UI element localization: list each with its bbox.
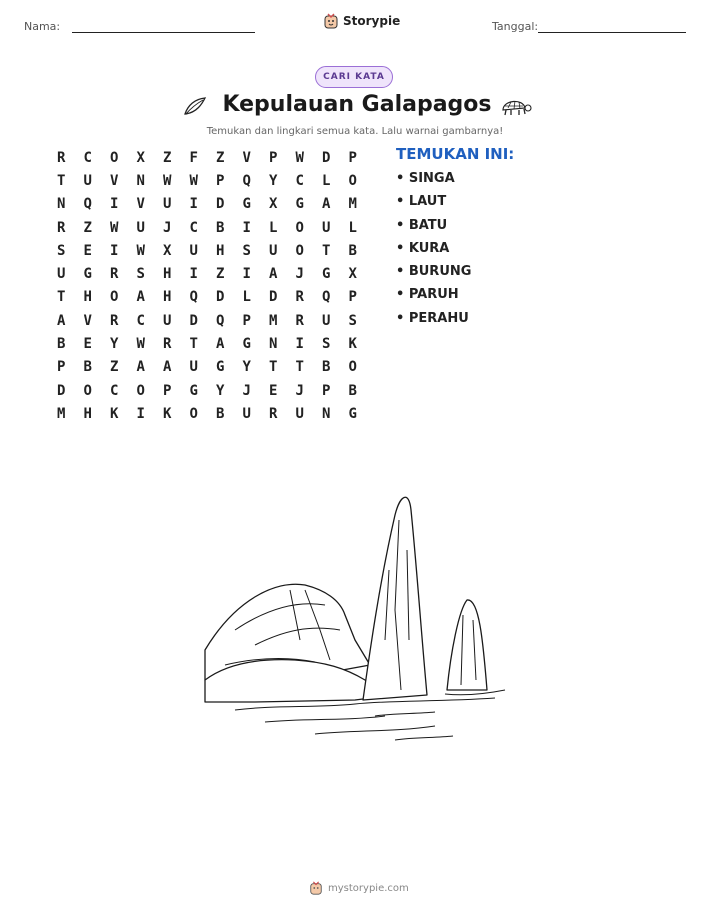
grid-cell[interactable]: I (295, 336, 304, 353)
word-list-item: • SINGA (396, 171, 471, 194)
grid-cell[interactable]: C (295, 172, 304, 189)
grid-cell[interactable]: N (57, 196, 66, 213)
grid-cell[interactable]: M (348, 196, 357, 213)
grid-cell[interactable]: B (348, 382, 357, 399)
grid-row (48, 332, 366, 355)
grid-cell[interactable]: S (242, 242, 251, 259)
grid-cell[interactable]: W (189, 172, 198, 189)
grid-cell[interactable]: Y (242, 359, 251, 376)
grid-cell[interactable]: L (242, 289, 251, 306)
footer-url[interactable]: mystorypie.com (328, 882, 409, 894)
grid-cell[interactable]: H (163, 266, 172, 283)
grid-cell[interactable]: E (83, 336, 92, 353)
grid-row (48, 193, 366, 216)
grid-cell[interactable]: R (110, 312, 119, 329)
word-list-item: • KURA (396, 241, 471, 264)
grid-cell[interactable]: G (242, 196, 251, 213)
grid-cell[interactable]: O (189, 405, 198, 422)
grid-cell[interactable]: R (163, 336, 172, 353)
grid-cell[interactable]: M (57, 405, 66, 422)
grid-cell[interactable]: O (348, 359, 357, 376)
grid-cell[interactable]: H (163, 289, 172, 306)
grid-cell[interactable]: N (322, 405, 331, 422)
grid-cell[interactable]: U (322, 312, 331, 329)
grid-cell[interactable]: O (295, 242, 304, 259)
grid-cell[interactable]: Z (83, 219, 92, 236)
grid-cell[interactable]: X (163, 242, 172, 259)
grid-cell[interactable]: J (163, 219, 172, 236)
grid-row (48, 309, 366, 332)
word-list (396, 171, 471, 334)
brand (323, 13, 400, 29)
grid-row (48, 402, 366, 425)
grid-cell[interactable]: U (189, 359, 198, 376)
grid-cell[interactable]: P (269, 149, 278, 166)
grid-cell[interactable]: T (57, 172, 66, 189)
grid-cell[interactable]: D (216, 289, 225, 306)
grid-cell[interactable]: S (136, 266, 145, 283)
grid-cell[interactable]: A (136, 359, 145, 376)
grid-cell[interactable]: Q (322, 289, 331, 306)
grid-cell[interactable]: R (57, 219, 66, 236)
grid-cell[interactable]: E (269, 382, 278, 399)
grid-cell[interactable]: C (110, 382, 119, 399)
grid-cell[interactable]: Q (242, 172, 251, 189)
date-field-line[interactable] (538, 32, 686, 33)
grid-cell[interactable]: P (216, 172, 225, 189)
grid-cell[interactable]: S (322, 336, 331, 353)
grid-cell[interactable]: J (295, 382, 304, 399)
grid-cell[interactable]: P (242, 312, 251, 329)
grid-cell[interactable]: B (216, 219, 225, 236)
grid-cell[interactable]: T (295, 359, 304, 376)
grid-cell[interactable]: U (269, 242, 278, 259)
leaf-icon (182, 95, 208, 117)
instructions: Temukan dan lingkari semua kata. Lalu warnai gambarnya! (206, 126, 504, 137)
grid-cell[interactable]: D (216, 196, 225, 213)
grid-cell[interactable]: W (136, 242, 145, 259)
grid-cell[interactable]: Z (216, 149, 225, 166)
grid-cell[interactable]: Z (163, 149, 172, 166)
grid-row (48, 262, 366, 285)
grid-cell[interactable]: D (57, 382, 66, 399)
grid-cell[interactable]: J (242, 382, 251, 399)
grid-cell[interactable]: U (163, 312, 172, 329)
grid-cell[interactable]: I (110, 242, 119, 259)
grid-cell[interactable]: L (348, 219, 357, 236)
grid-cell[interactable]: K (348, 336, 357, 353)
grid-cell[interactable]: P (322, 382, 331, 399)
grid-cell[interactable]: O (136, 382, 145, 399)
grid-cell[interactable]: G (295, 196, 304, 213)
grid-cell[interactable]: G (189, 382, 198, 399)
grid-cell[interactable]: P (163, 382, 172, 399)
grid-cell[interactable]: I (110, 196, 119, 213)
grid-cell[interactable]: U (322, 219, 331, 236)
grid-cell[interactable]: U (83, 172, 92, 189)
grid-cell[interactable]: U (136, 219, 145, 236)
grid-cell[interactable]: Y (216, 382, 225, 399)
grid-cell[interactable]: S (348, 312, 357, 329)
grid-cell[interactable]: B (322, 359, 331, 376)
grid-row (48, 169, 366, 192)
word-list-item: • BURUNG (396, 264, 471, 287)
grid-cell[interactable]: B (57, 336, 66, 353)
grid-cell[interactable]: Q (83, 196, 92, 213)
grid-cell[interactable]: W (295, 149, 304, 166)
grid-row (48, 286, 366, 309)
grid-cell[interactable]: X (269, 196, 278, 213)
grid-cell[interactable]: V (110, 172, 119, 189)
grid-cell[interactable]: R (57, 149, 66, 166)
grid-cell[interactable]: O (348, 172, 357, 189)
grid-cell[interactable]: G (322, 266, 331, 283)
grid-cell[interactable]: W (110, 219, 119, 236)
grid-cell[interactable]: T (57, 289, 66, 306)
grid-cell[interactable]: R (269, 405, 278, 422)
footer (309, 881, 409, 895)
word-list-item: • PARUH (396, 287, 471, 310)
grid-cell[interactable]: H (83, 405, 92, 422)
word-list-item: • BATU (396, 218, 471, 241)
grid-cell[interactable]: A (57, 312, 66, 329)
grid-cell[interactable]: Z (110, 359, 119, 376)
grid-cell[interactable]: X (348, 266, 357, 283)
storypie-logo-icon (309, 881, 323, 895)
page-title: Kepulauan Galapagos (222, 92, 492, 117)
grid-cell[interactable]: W (136, 336, 145, 353)
grid-cell[interactable]: R (295, 289, 304, 306)
grid-cell[interactable]: A (269, 266, 278, 283)
grid-cell[interactable]: V (242, 149, 251, 166)
rock-scene-illustration (195, 490, 510, 750)
grid-cell[interactable]: A (136, 289, 145, 306)
grid-row (48, 216, 366, 239)
grid-cell[interactable]: P (348, 289, 357, 306)
grid-cell[interactable]: F (189, 149, 198, 166)
grid-cell[interactable]: C (136, 312, 145, 329)
grid-row (48, 146, 366, 169)
grid-cell[interactable]: Z (216, 266, 225, 283)
word-list-title: TEMUKAN INI: (396, 145, 515, 163)
grid-cell[interactable]: T (269, 359, 278, 376)
grid-cell[interactable]: D (189, 312, 198, 329)
grid-cell[interactable]: E (83, 242, 92, 259)
brand-name: Storypie (343, 14, 401, 28)
grid-row (48, 239, 366, 262)
storypie-logo-icon (323, 13, 339, 29)
grid-cell[interactable]: I (242, 266, 251, 283)
grid-cell[interactable]: C (189, 219, 198, 236)
grid-cell[interactable]: O (110, 149, 119, 166)
grid-cell[interactable]: U (163, 196, 172, 213)
date-label: Tanggal: (492, 20, 539, 33)
grid-cell[interactable]: O (83, 382, 92, 399)
grid-cell[interactable]: U (295, 405, 304, 422)
grid-cell[interactable]: A (163, 359, 172, 376)
grid-cell[interactable]: R (295, 312, 304, 329)
grid-cell[interactable]: H (83, 289, 92, 306)
grid-cell[interactable]: B (348, 242, 357, 259)
grid-cell[interactable]: C (83, 149, 92, 166)
grid-cell[interactable]: G (348, 405, 357, 422)
word-list-item: • LAUT (396, 194, 471, 217)
grid-cell[interactable]: U (242, 405, 251, 422)
grid-cell[interactable]: J (295, 266, 304, 283)
grid-cell[interactable]: N (269, 336, 278, 353)
word-search-grid (48, 146, 366, 426)
grid-cell[interactable]: H (216, 242, 225, 259)
grid-cell[interactable]: L (322, 172, 331, 189)
grid-cell[interactable]: N (136, 172, 145, 189)
grid-cell[interactable]: P (57, 359, 66, 376)
grid-cell[interactable]: V (83, 312, 92, 329)
grid-cell[interactable]: R (110, 266, 119, 283)
grid-cell[interactable]: B (83, 359, 92, 376)
tortoise-icon (498, 94, 532, 118)
grid-cell[interactable]: Y (110, 336, 119, 353)
grid-cell[interactable]: D (269, 289, 278, 306)
grid-cell[interactable]: Q (216, 312, 225, 329)
grid-cell[interactable]: P (348, 149, 357, 166)
word-list-item: • PERAHU (396, 311, 471, 334)
grid-cell[interactable]: A (322, 196, 331, 213)
grid-cell[interactable]: D (322, 149, 331, 166)
grid-cell[interactable]: O (110, 289, 119, 306)
grid-row (48, 379, 366, 402)
grid-cell[interactable]: Q (189, 289, 198, 306)
grid-cell[interactable]: K (110, 405, 119, 422)
grid-cell[interactable]: S (57, 242, 66, 259)
name-field-line[interactable] (72, 32, 255, 33)
grid-cell[interactable]: O (295, 219, 304, 236)
grid-cell[interactable]: W (163, 172, 172, 189)
name-label: Nama: (24, 20, 61, 33)
grid-cell[interactable]: V (136, 196, 145, 213)
grid-cell[interactable]: A (216, 336, 225, 353)
grid-cell[interactable]: L (269, 219, 278, 236)
grid-cell[interactable]: I (189, 266, 198, 283)
grid-cell[interactable]: T (189, 336, 198, 353)
grid-cell[interactable]: X (136, 149, 145, 166)
grid-cell[interactable]: G (216, 359, 225, 376)
grid-cell[interactable]: T (322, 242, 331, 259)
grid-cell[interactable]: G (83, 266, 92, 283)
grid-cell[interactable]: Y (269, 172, 278, 189)
grid-cell[interactable]: K (163, 405, 172, 422)
grid-cell[interactable]: I (189, 196, 198, 213)
grid-cell[interactable]: B (216, 405, 225, 422)
grid-cell[interactable]: I (136, 405, 145, 422)
grid-cell[interactable]: M (269, 312, 278, 329)
grid-cell[interactable]: I (242, 219, 251, 236)
grid-row (48, 356, 366, 379)
grid-cell[interactable]: G (242, 336, 251, 353)
grid-cell[interactable]: U (189, 242, 198, 259)
activity-badge: CARI KATA (315, 66, 393, 88)
grid-cell[interactable]: U (57, 266, 66, 283)
